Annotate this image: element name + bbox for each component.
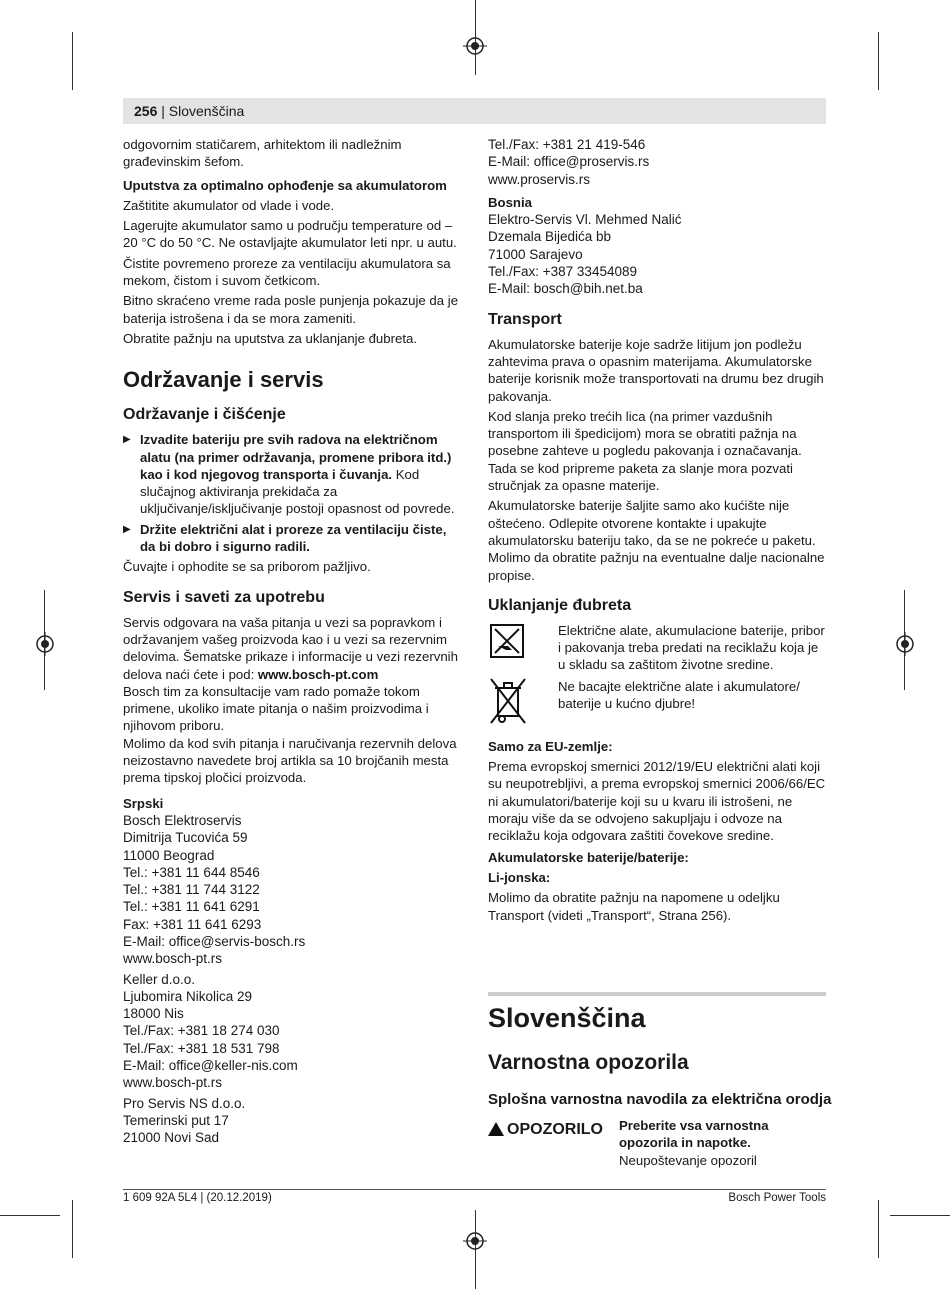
recycle-tool-icon (490, 624, 524, 658)
address-line: www.proservis.rs (488, 171, 591, 187)
intro-text: odgovornim statičarem, arhitektom ili nadležnim građevinskim šefom. (123, 137, 402, 170)
paragraph: Molimo da obratite pažnju na napomene u odeljku Transport (videti „Transport“, Strana 256). (488, 890, 780, 923)
address-line: Dimitrija Tucovića 59 (123, 830, 248, 846)
registration-mark-icon (463, 34, 487, 58)
language-title: Slovenščina (488, 1003, 646, 1033)
battery-type-title: Akumulatorske baterije/baterije: (488, 849, 689, 865)
address-line: www.bosch-pt.rs (123, 1075, 223, 1091)
bullet-item (123, 521, 463, 556)
address-line: Temerinski put 17 (123, 1112, 229, 1128)
paragraph: Čuvajte i ophodite se sa priborom pažljivo. (123, 559, 371, 575)
address-line: Tel./Fax: +381 18 274 030 (123, 1023, 280, 1039)
section-title: Održavanje i servis (123, 367, 324, 393)
address-line: Ljubomira Nikolica 29 (123, 988, 253, 1004)
subsection-title: Uklanjanje đubreta (488, 596, 632, 614)
country-title: Bosnia (488, 194, 532, 210)
subsection-title: Splošna varnostna navodila za električna orodja (488, 1091, 832, 1108)
registration-mark-icon (463, 1229, 487, 1253)
country-title: Srpski (123, 795, 164, 811)
paragraph (123, 614, 463, 683)
address-line: E-Mail: bosch@bih.net.ba (488, 281, 643, 297)
warning-label (488, 1121, 603, 1139)
warning-icon (488, 1122, 504, 1136)
paragraph: Bitno skraćeno vreme rada posle punjenja pokazuje da je baterija istrošena i da se mora zameniti. (123, 293, 459, 326)
left-column (123, 136, 463, 1147)
page-header-text: 256 | Slovenščina (134, 103, 245, 119)
section-title: Varnostna opozorila (488, 1051, 689, 1074)
address-block (488, 136, 826, 188)
address-line: 71000 Sarajevo (488, 246, 583, 262)
footer-left: 1 609 92A 5L4 | (20.12.2019) (123, 1192, 272, 1204)
address-line: 21000 Novi Sad (123, 1130, 220, 1146)
header-language: Slovenščina (168, 103, 245, 119)
address-block (488, 211, 826, 297)
paragraph: Akumulatorske baterije koje sadrže litijum jon podležu zahtevima prava o opasnim materijama. Akumulatorske baterije korisnik može transportovati na drumu bez drugih pakovanja. (488, 336, 824, 404)
right-column (488, 136, 826, 927)
li-ion-title: Li-jonska: (488, 869, 551, 885)
address-block (123, 812, 463, 968)
paragraph: Kod slanja preko trećih lica (na primer vazdušnih transportom ili špedicijom) mora se obratiti pažnja na posebne zahteve u pogledu pakovanja i označavanja. Tada se kod pripreme paketa za slanje mora pozvati stručnjak za opasne materije. (488, 408, 802, 494)
crossed-bin-icon (488, 676, 528, 726)
page-number: 256 (134, 103, 158, 119)
address-block (123, 1095, 463, 1147)
warning-label-text: OPOZORILO (507, 1121, 603, 1138)
bullet-item (123, 431, 463, 517)
footer-right: Bosch Power Tools (728, 1192, 826, 1204)
subsection-title: Servis i saveti za upotrebu (123, 588, 325, 606)
paragraph: Čistite povremeno proreze za ventilaciju akumulatora sa mekom, čistom i suvom četkicom. (123, 255, 451, 289)
battery-title: Uputstva za optimalno ophođenje sa akumulatorom (123, 177, 447, 193)
crop-mark (890, 1215, 950, 1216)
crop-mark (878, 32, 879, 90)
crop-mark (0, 1215, 60, 1216)
footer-rule (123, 1189, 826, 1190)
address-line: Bosch Elektroservis (123, 812, 242, 828)
paragraph: Akumulatorske baterije šaljite samo ako kućište nije oštećeno. Odlepite otvorene kontakte i upakujte akumulatorsku bateriju tako, da se ne pokreće u paketu. Molimo da obratite pažnju na eventualne dalje nacionalne propise. (488, 498, 825, 583)
eu-title: Samo za EU-zemlje: (488, 738, 613, 754)
address-line: E-Mail: office@keller-nis.com (123, 1058, 298, 1074)
address-line: Tel.: +381 11 644 8546 (123, 864, 260, 880)
paragraph: Lagerujte akumulator samo u području temperature od –20 °C do 50 °C. Ne ostavljajte akumulator leti npr. u autu. (123, 218, 457, 251)
address-line: Tel./Fax: +387 33454089 (488, 264, 637, 280)
address-line: Tel./Fax: +381 21 419-546 (488, 137, 646, 152)
paragraph: Električne alate, akumulacione baterije, pribor i pakovanja treba predati na reciklažu koja je u skladu sa zaštitom životne sredine. (558, 622, 825, 673)
paragraph: Zaštitite akumulator od vlade i vode. (123, 197, 335, 213)
warning-rest-text: Neupoštevanje opozoril (619, 1152, 757, 1168)
crop-mark (878, 1200, 879, 1258)
bullet-bold-text: Izvadite bateriju pre svih radova na električnom alatu (na primer održavanja, promene pribora itd.) kao i kod njegovog transporta i čuvanja. (140, 432, 452, 482)
address-line: Elektro-Servis Vl. Mehmed Nalić (488, 212, 682, 228)
paragraph: Bosch tim za konsultacije vam rado pomaže tokom primene, ukoliko imate pitanja o našim proizvodima i njihovom priboru. (123, 683, 429, 734)
address-line: 18000 Nis (123, 1006, 184, 1022)
address-line: Dzemala Bijedića bb (488, 229, 612, 245)
paragraph: Obratite pažnju na uputstva za uklanjanje đubreta. (123, 330, 417, 346)
address-line: Tel.: +381 11 641 6291 (123, 899, 260, 915)
address-line: 11000 Beograd (123, 847, 215, 863)
service-link[interactable]: www.bosch-pt.com (257, 666, 379, 682)
address-line: Fax: +381 11 641 6293 (123, 916, 262, 932)
subsection-title: Transport (488, 310, 562, 328)
subsection-title: Održavanje i čišćenje (123, 406, 286, 424)
address-line: www.bosch-pt.rs (123, 951, 223, 967)
crop-mark (72, 1200, 73, 1258)
address-line: E-Mail: office@servis-bosch.rs (123, 933, 306, 949)
address-block (123, 971, 463, 1092)
crop-mark (72, 32, 73, 90)
address-line: Tel.: +381 11 744 3122 (123, 882, 260, 898)
bullet-text: Kod slučajnog aktiviranja prekidača za uključivanje/isključivanje postoji opasnost od povrede. (140, 466, 455, 517)
address-line: Keller d.o.o. (123, 971, 196, 987)
address-line: Tel./Fax: +381 18 531 798 (123, 1040, 280, 1056)
registration-mark-icon (893, 632, 917, 656)
warning-text (619, 1117, 829, 1169)
paragraph: Molimo da kod svih pitanja i naručivanja rezervnih delova neizostavno navedete broj artikla sa 10 brojčanih mesta prema tipskoj pločici proizvoda. (123, 735, 457, 786)
section-divider (488, 992, 826, 996)
service-text: Servis odgovara na vaša pitanja u vezi sa popravkom i održavanjem vašeg proizvoda kao i u vezi sa rezervnim delovima. Šematske prikaze i informacije u vezi rezervnih delova naći ćete i pod: (123, 614, 458, 682)
address-line: Pro Servis NS d.o.o. (123, 1095, 246, 1111)
disposal-block (488, 622, 826, 732)
registration-mark-icon (33, 632, 57, 656)
bullet-bold-text: Držite električni alat i proreze za ventilaciju čiste, da bi dobro i sigurno radili. (140, 521, 447, 555)
address-line: E-Mail: office@proservis.rs (488, 154, 650, 170)
paragraph: Prema evropskoj smernici 2012/19/EU električni alati koji su neupotrebljivi, a prema evropskoj smernici 2006/66/EC ni akumulatori/baterije koji su u kvaru ili istrošeni, ne moraju više da se odvojeno sakupljaju i odvoze na reciklažu koja odgovara zaštiti čovekove sredine. (488, 759, 826, 844)
warning-bold-text: Preberite vsa varnostna opozorila in napotke. (619, 1118, 769, 1151)
paragraph: Ne bacajte električne alate i akumulatore/ baterije u kućno djubre! (558, 678, 800, 712)
